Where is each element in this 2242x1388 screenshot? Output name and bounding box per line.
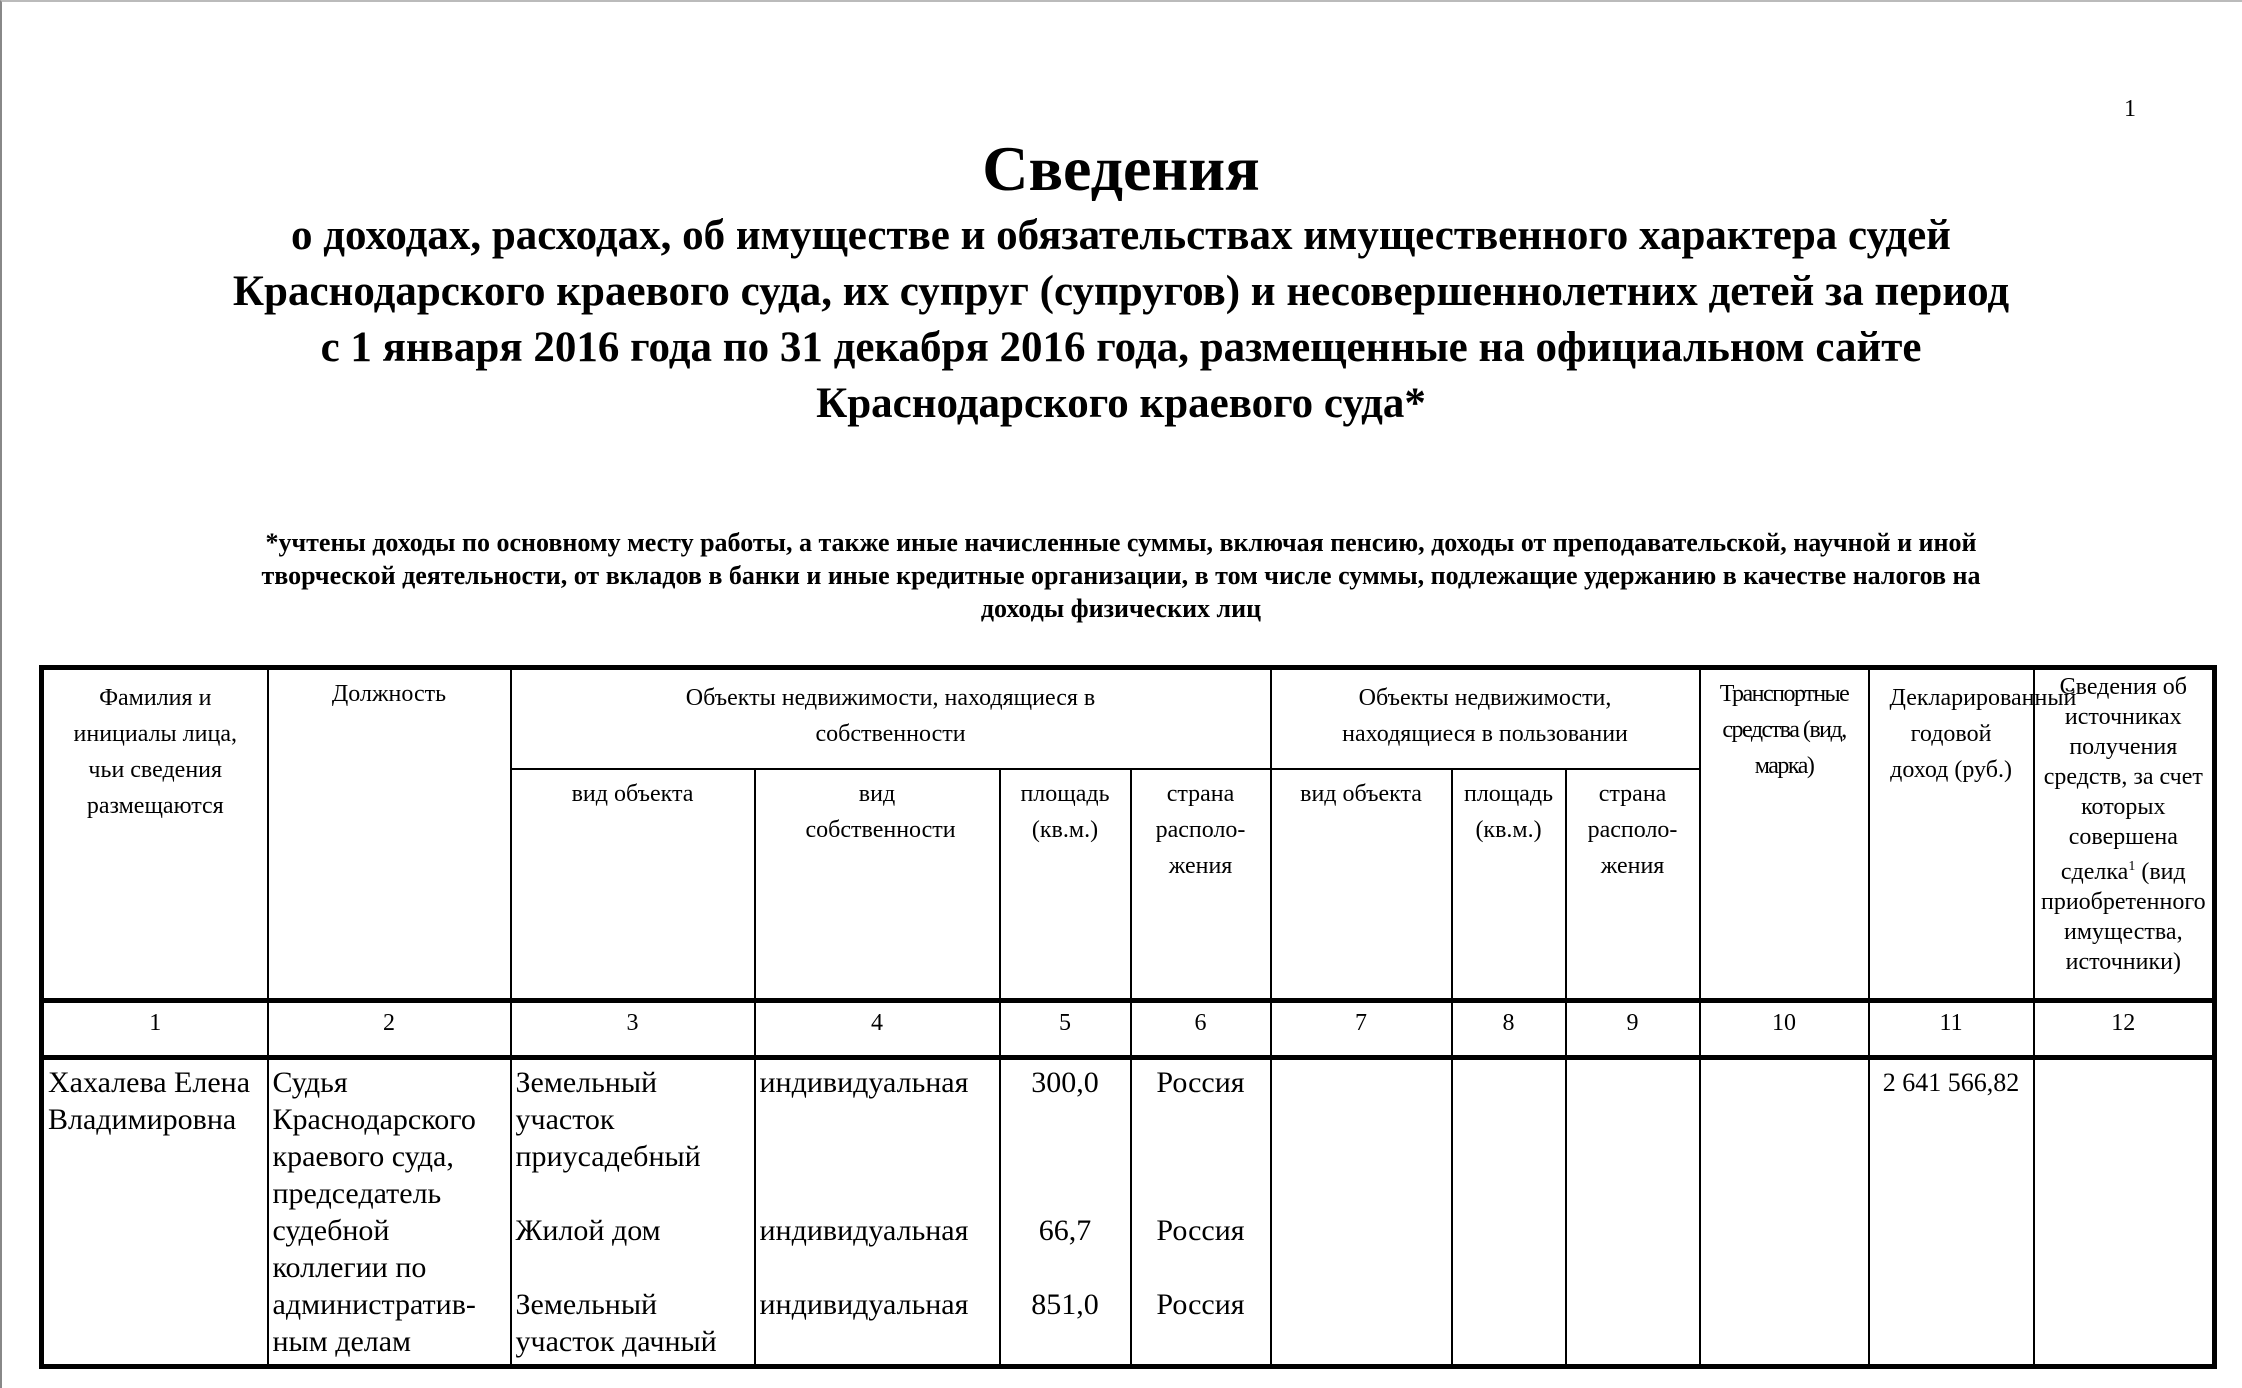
header-sources-tail: (вид приобретенного имущества, источники) [2040, 859, 2206, 975]
header-used-country: страна располо-жения [1566, 769, 1700, 1001]
column-numbers-row [42, 1001, 2215, 1058]
column-number: 12 [2034, 1001, 2215, 1058]
table-row [42, 1058, 2215, 1367]
sources-cell [2034, 1058, 2215, 1367]
subtitle-line: Краснодарского краевого суда, их супруг (супругов) и несовершеннолетних детей за период [232, 268, 2010, 315]
footnote-line: творческой деятельности, от вкладов в банки и иные кредитные организации, в том числе суммы, подлежащие удержанию в качестве налогов на [261, 561, 1981, 590]
document-title: Сведения [982, 133, 1260, 204]
owned-areas [1000, 1058, 1131, 1367]
owned-area: 300,0 [1031, 1066, 1099, 1099]
used-area-cell [1452, 1058, 1566, 1367]
owned-area: 851,0 [1031, 1288, 1099, 1321]
header-person: Фамилия и инициалы лица, чьи сведения размещаются [42, 668, 268, 1001]
column-number: 8 [1452, 1001, 1566, 1058]
header-income: Декларированный годовой доход (руб.) [1869, 668, 2034, 1001]
header-owned-area: площадь (кв.м.) [1000, 769, 1131, 1001]
column-number: 9 [1566, 1001, 1700, 1058]
column-number: 1 [42, 1001, 268, 1058]
used-country-cell [1566, 1058, 1700, 1367]
owned-country: Россия [1156, 1214, 1245, 1247]
page-number: 1 [2124, 96, 2136, 122]
footnote-line: доходы физических лиц [980, 594, 1262, 623]
column-number: 7 [1271, 1001, 1452, 1058]
subtitle-line: Краснодарского краевого суда* [816, 380, 1426, 427]
owned-type: Жилой дом [515, 1214, 661, 1247]
owned-types [511, 1058, 755, 1367]
header-vehicles: Транспортные средства (вид, марка) [1700, 668, 1869, 1001]
footnote-ref: 1 [2128, 859, 2136, 874]
header-used-group: Объекты недвижимости, находящиеся в пользовании [1271, 668, 1700, 770]
owned-country: Россия [1156, 1066, 1245, 1099]
header-owned-group: Объекты недвижимости, находящиеся в собственности [511, 668, 1271, 770]
header-sources [2034, 668, 2215, 1001]
declared-income: 2 641 566,82 [1869, 1058, 2034, 1367]
used-type-cell [1271, 1058, 1452, 1367]
person-position: Судья Краснодарского краевого суда, председатель судебной коллегии по административ-ным делам [268, 1058, 511, 1367]
column-number: 5 [1000, 1001, 1131, 1058]
owned-ownership: индивидуальная [759, 1214, 969, 1247]
column-number: 4 [755, 1001, 1000, 1058]
column-number: 6 [1131, 1001, 1271, 1058]
header-owned-ownership: вид собственности [755, 769, 1000, 1001]
person-name: Хахалева Елена Владимировна [42, 1058, 268, 1367]
column-number: 3 [511, 1001, 755, 1058]
header-used-area: площадь (кв.м.) [1452, 769, 1566, 1001]
header-owned-country: страна располо-жения [1131, 769, 1271, 1001]
footnote [140, 526, 2102, 625]
footnote-line: *учтены доходы по основному месту работы, а также иные начисленные суммы, включая пенсию, доходы от преподавательской, научной и иной [265, 528, 1977, 557]
document-subtitle [80, 208, 2162, 432]
owned-ownership: индивидуальная [759, 1066, 969, 1099]
owned-ownerships [755, 1058, 1000, 1367]
header-position: Должность [268, 668, 511, 1001]
owned-type: Земельный участок дачный [515, 1288, 717, 1358]
declarations-table [39, 665, 2217, 1369]
column-number: 11 [1869, 1001, 2034, 1058]
column-number: 10 [1700, 1001, 1869, 1058]
owned-type: Земельный участок приусадебный [515, 1066, 701, 1173]
header-owned-type: вид объекта [511, 769, 755, 1001]
header-used-type: вид объекта [1271, 769, 1452, 1001]
owned-ownership: индивидуальная [759, 1288, 969, 1321]
owned-area: 66,7 [1038, 1214, 1092, 1247]
owned-country: Россия [1156, 1288, 1245, 1321]
subtitle-line: с 1 января 2016 года по 31 декабря 2016 года, размещенные на официальном сайте [320, 324, 1922, 371]
vehicles-cell [1700, 1058, 1869, 1367]
header-sources-text: Сведения об источниках получения средств, за счет которых совершена сделка [2043, 674, 2203, 885]
column-number: 2 [268, 1001, 511, 1058]
subtitle-line: о доходах, расходах, об имуществе и обязательствах имущественного характера судей [291, 212, 1951, 259]
owned-countries [1131, 1058, 1271, 1367]
